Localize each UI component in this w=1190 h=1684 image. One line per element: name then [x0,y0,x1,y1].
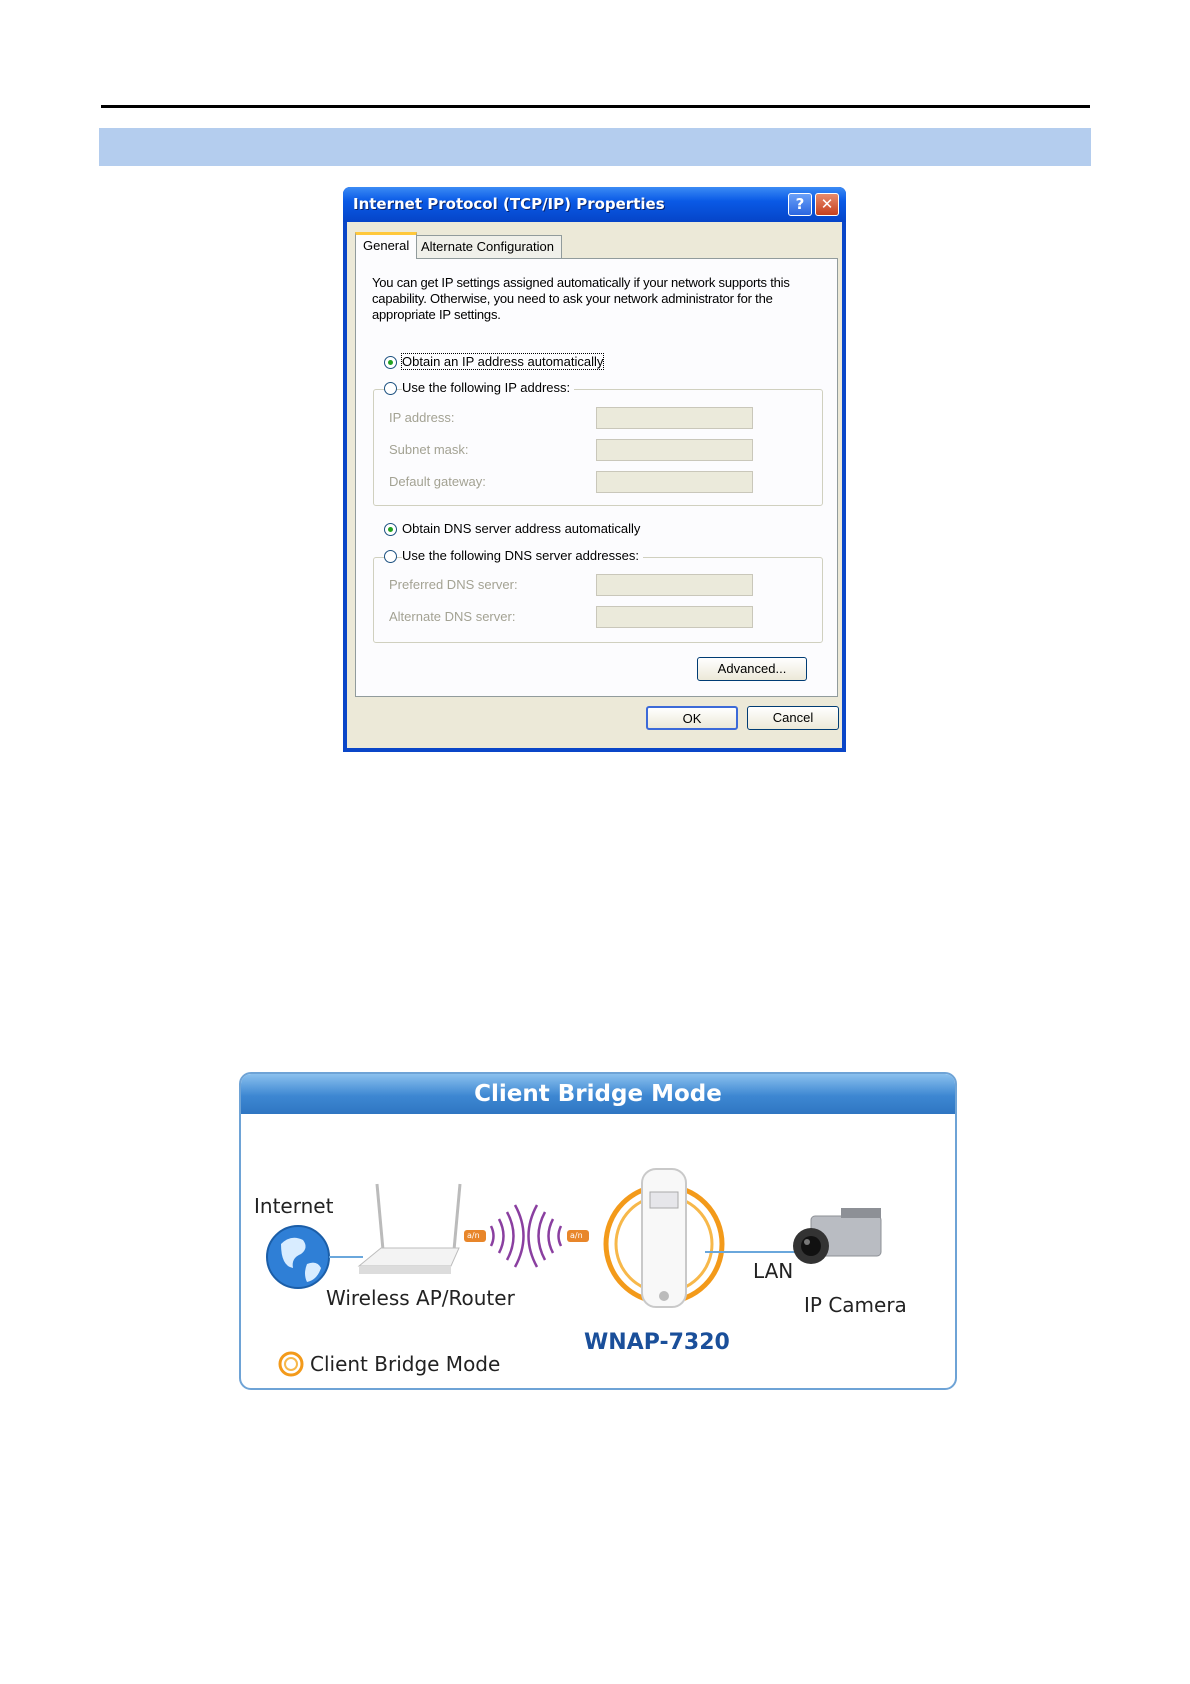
general-panel [355,258,838,697]
diagram-title: Client Bridge Mode [474,1081,722,1107]
router-label: Wireless AP/Router [326,1286,515,1310]
preferred-dns-label: Preferred DNS server: [389,577,518,592]
signal-tag-right: a/n [570,1231,583,1240]
preferred-dns-field[interactable] [596,574,753,596]
tab-general[interactable]: General [355,232,417,259]
ip-camera-icon [793,1208,881,1264]
wnap-device-icon [642,1169,686,1307]
description-text: You can get IP settings assigned automatically if your network supports this capability. Otherwise, you need to ask your network administrator for the appropriate IP settings. [372,275,790,322]
legend-ring-icon [280,1353,302,1375]
ip-address-label: IP address: [389,410,455,425]
tab-alternate-configuration[interactable]: Alternate Configuration [413,235,562,259]
internet-label: Internet [254,1194,334,1218]
subnet-mask-label: Subnet mask: [389,442,469,457]
advanced-button[interactable]: Advanced... [697,657,807,681]
wireless-signal-icon [491,1205,561,1267]
section-band [99,128,1091,166]
alternate-dns-label: Alternate DNS server: [389,609,516,624]
device-model-label: WNAP-7320 [584,1330,730,1355]
dialog-client [347,222,842,748]
dns-settings-group [373,557,823,643]
close-button[interactable]: ✕ [815,193,839,216]
dns-auto-radio[interactable] [384,523,397,536]
lan-label: LAN [753,1259,794,1283]
subnet-mask-field[interactable] [596,439,753,461]
alternate-dns-field[interactable] [596,606,753,628]
client-bridge-diagram [239,1072,957,1390]
header-rule [101,105,1090,108]
ip-manual-label[interactable]: Use the following IP address: [402,380,574,395]
ip-auto-label[interactable]: Obtain an IP address automatically [402,354,604,369]
ip-manual-radio[interactable] [384,382,397,395]
ip-address-field[interactable] [596,407,753,429]
globe-icon [267,1226,329,1288]
ok-button[interactable]: OK [646,706,738,730]
legend-label: Client Bridge Mode [310,1352,501,1376]
dns-manual-label[interactable]: Use the following DNS server addresses: [402,548,643,563]
default-gateway-field[interactable] [596,471,753,493]
cancel-button[interactable]: Cancel [747,706,839,730]
help-button[interactable]: ? [788,193,812,216]
default-gateway-label: Default gateway: [389,474,486,489]
router-icon [359,1184,460,1274]
dialog-titlebar [343,187,846,222]
dns-auto-label[interactable]: Obtain DNS server address automatically [402,521,641,536]
dialog-title: Internet Protocol (TCP/IP) Properties [353,195,665,213]
ip-auto-radio[interactable] [384,356,397,369]
dns-manual-radio[interactable] [384,550,397,563]
ip-camera-label: IP Camera [804,1293,907,1317]
tcpip-properties-dialog [343,187,846,752]
signal-tag-left: a/n [467,1231,480,1240]
